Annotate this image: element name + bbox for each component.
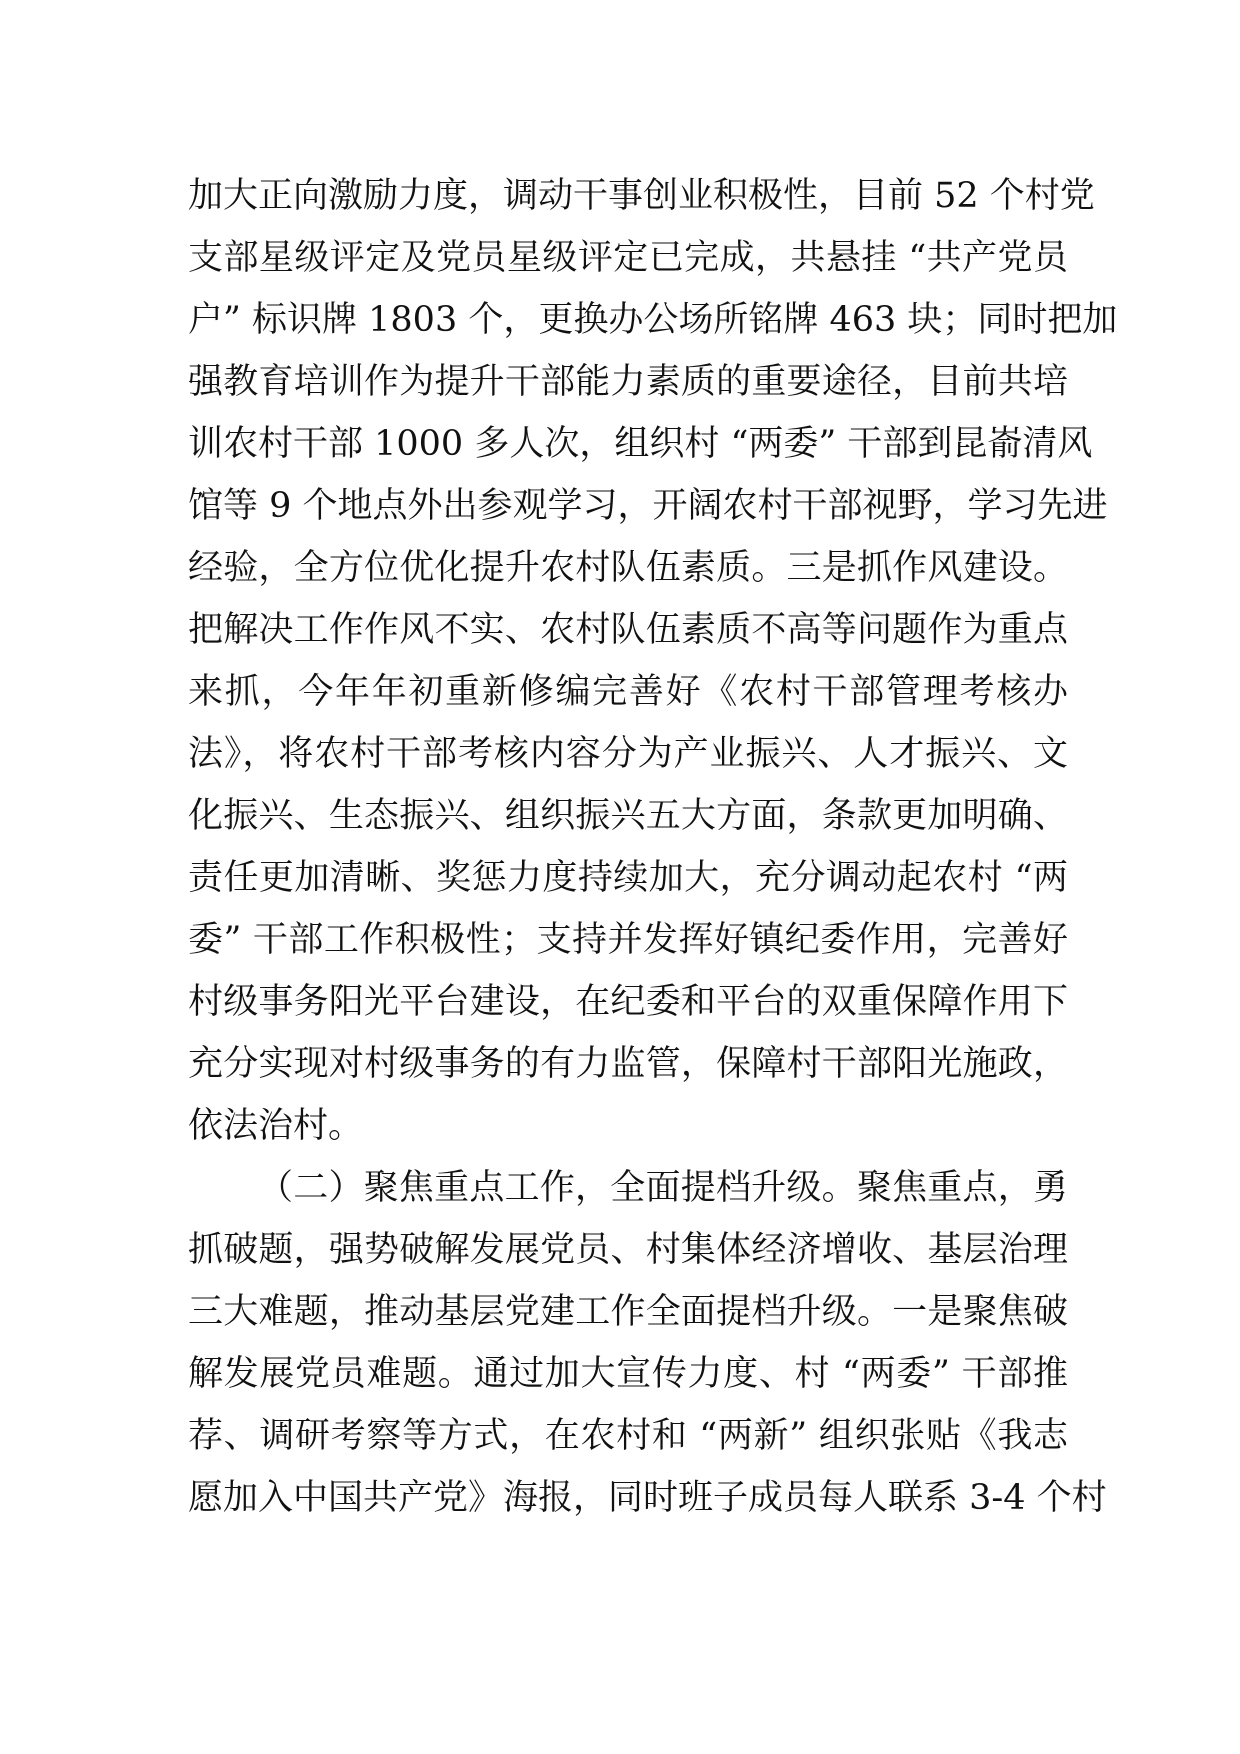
text-line: 经验，全方位优化提升农村队伍素质。三是抓作风建设。 bbox=[188, 548, 1068, 588]
text-line: 把解决工作作风不实、农村队伍素质不高等问题作为重点 bbox=[188, 610, 1068, 650]
section-heading-line: （二）聚焦重点工作，全面提档升级。聚焦重点，勇 bbox=[258, 1168, 1068, 1208]
text-line: 馆等 9 个地点外出参观学习，开阔农村干部视野，学习先进 bbox=[188, 486, 1108, 526]
text-line: 支部星级评定及党员星级评定已完成，共悬挂 “共产党员 bbox=[188, 238, 1068, 278]
text-line: 责任更加清晰、奖惩力度持续加大，充分调动起农村 “两 bbox=[188, 858, 1068, 898]
text-line: 依法治村。 bbox=[188, 1106, 364, 1146]
text-line: 抓破题，强势破解发展党员、村集体经济增收、基层治理 bbox=[188, 1230, 1068, 1270]
text-line: 加大正向激励力度，调动干事创业积极性，目前 52 个村党 bbox=[188, 176, 1095, 216]
text-line: 荐、调研考察等方式，在农村和 “两新” 组织张贴《我志 bbox=[188, 1416, 1068, 1456]
text-line: 户” 标识牌 1803 个，更换办公场所铭牌 463 块；同时把加 bbox=[188, 300, 1118, 340]
text-line: 法》，将农村干部考核内容分为产业振兴、人才振兴、文 bbox=[188, 734, 1068, 774]
text-line: 愿加入中国共产党》海报，同时班子成员每人联系 3-4 个村 bbox=[188, 1478, 1107, 1518]
text-line: 充分实现对村级事务的有力监管，保障村干部阳光施政， bbox=[188, 1044, 1068, 1084]
text-line: 解发展党员难题。通过加大宣传力度、村 “两委” 干部推 bbox=[188, 1354, 1068, 1394]
body-text bbox=[188, 165, 1118, 1529]
text-line: 化振兴、生态振兴、组织振兴五大方面，条款更加明确、 bbox=[188, 796, 1068, 836]
text-line: 村级事务阳光平台建设，在纪委和平台的双重保障作用下 bbox=[188, 982, 1068, 1022]
text-line: 训农村干部 1000 多人次，组织村 “两委” 干部到昆嵛清风 bbox=[188, 424, 1093, 464]
text-line: 委” 干部工作积极性；支持并发挥好镇纪委作用，完善好 bbox=[188, 920, 1068, 960]
text-line: 来抓，今年年初重新修编完善好《农村干部管理考核办 bbox=[188, 672, 1068, 712]
text-line: 三大难题，推动基层党建工作全面提档升级。一是聚焦破 bbox=[188, 1292, 1068, 1332]
text-line: 强教育培训作为提升干部能力素质的重要途径，目前共培 bbox=[188, 362, 1068, 402]
